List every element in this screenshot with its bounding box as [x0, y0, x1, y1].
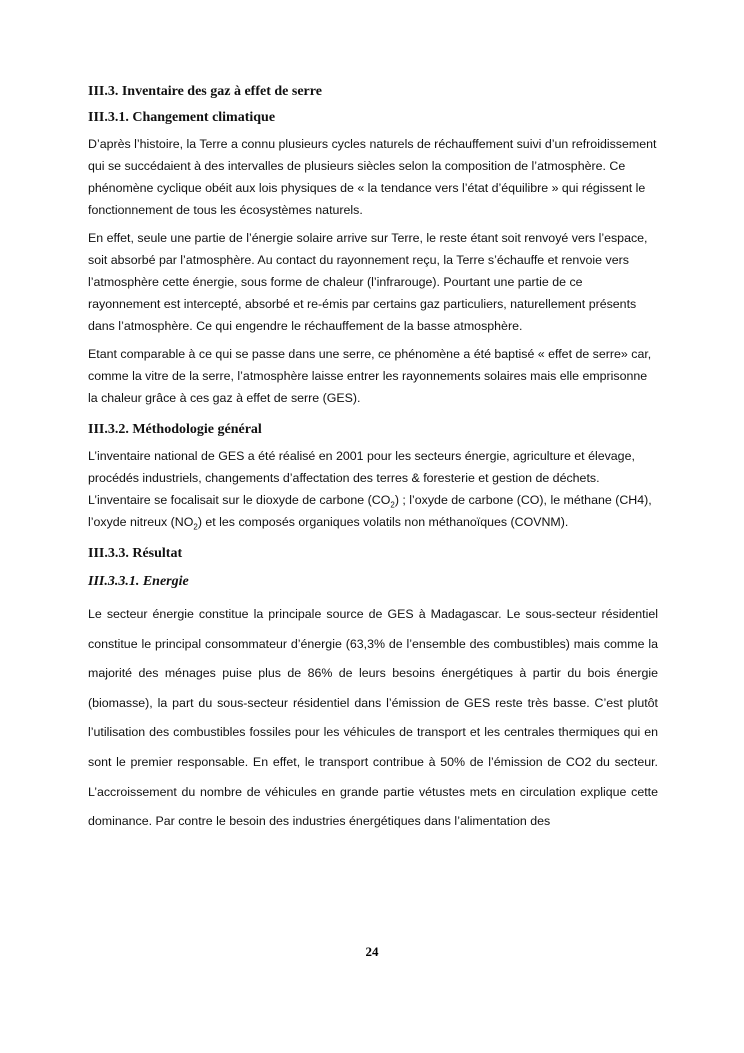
- section-heading-iii-3-3-1: III.3.3.1. Energie: [88, 574, 189, 589]
- section-heading-iii-3-3: III.3.3. Résultat: [88, 546, 183, 561]
- section-heading-iii-3-1: III.3.1. Changement climatique: [88, 110, 276, 125]
- paragraph-greenhouse: Etant comparable à ce qui se passe dans une serre, ce phénomène a été baptisé « effet de serre» car, comme la vitre de la serre, l’atmosphère laisse entrer les rayonnements solaires mais elle emprisonne la chaleur grâce à ces gaz à effet de serre (GES).: [88, 347, 652, 405]
- co2-subscript: 2: [390, 500, 395, 510]
- paragraph-solar-energy: En effet, seule une partie de l’énergie solaire arrive sur Terre, le reste étant soit renvoyé vers l’espace, soit absorbé par l’atmosphère. Au contact du rayonnement reçu, la Terre s’échauffe et renvoie vers l’atmosphère cette énergie, sous forme de chaleur (l’infrarouge). Pourtant une partie de ce rayonnement est intercepté, absorbé et re-émis par certains gaz particuliers, naturellement présents dans l’atmosphère. Ce qui engendre le réchauffement de la basse atmosphère.: [88, 231, 648, 333]
- paragraph-energy: Le secteur énergie constitue la principale source de GES à Madagascar. Le sous-secteur résidentiel constitue le principal consommateur d’énergie (63,3% de l’ensemble des combustibles) mais comme la majorité des ménages puise plus de 86% de leurs besoins énergétiques à partir du bois énergie (biomasse), la part du sous-secteur résidentiel dans l’émission de GES reste très basse. C’est plutôt l’utilisation des combustibles fossiles pour les véhicules de transport et les centrales thermiques qui en sont le premier responsable. En effet, le transport contribue à 50% de l’émission de CO2 du secteur. L’accroissement du nombre de véhicules en grande partie vétustes mets en circulation explique cette dominance. Par contre le besoin des industries énergétiques dans l’alimentation des: [88, 607, 658, 829]
- section-heading-iii-3: III.3. Inventaire des gaz à effet de serre: [88, 84, 322, 99]
- methodology-text-a: L’inventaire national de GES a été réalisé en 2001 pour les secteurs énergie, agriculture et élevage, procédés industriels, changements d’affectation des terres & foresterie et gestion de déchets. L’inventaire se focalisait sur le dioxyde de carbone (CO: [88, 449, 635, 507]
- paragraph-history: D’après l’histoire, la Terre a connu plusieurs cycles naturels de réchauffement suivi d’un refroidissement qui se succédaient à des intervalles de plusieurs siècles selon la composition de l’atmosphère. Ce phénomène cyclique obéit aux lois physiques de « la tendance vers l’état d’équilibre » qui régissent le fonctionnement de tous les écosystèmes naturels.: [88, 137, 657, 217]
- methodology-text-c: ) et les composés organiques volatils non méthanoïques (COVNM).: [197, 515, 569, 529]
- paragraph-methodology: [88, 445, 658, 533]
- section-heading-iii-3-2: III.3.2. Méthodologie général: [88, 422, 262, 437]
- no2-subscript: 2: [193, 522, 198, 532]
- page-number: 24: [365, 944, 379, 959]
- document-page: [88, 84, 658, 837]
- methodology-text-b: ) ; l’oxyde de carbone (CO), le méthane (CH4), l’oxyde nitreux (NO: [88, 493, 652, 529]
